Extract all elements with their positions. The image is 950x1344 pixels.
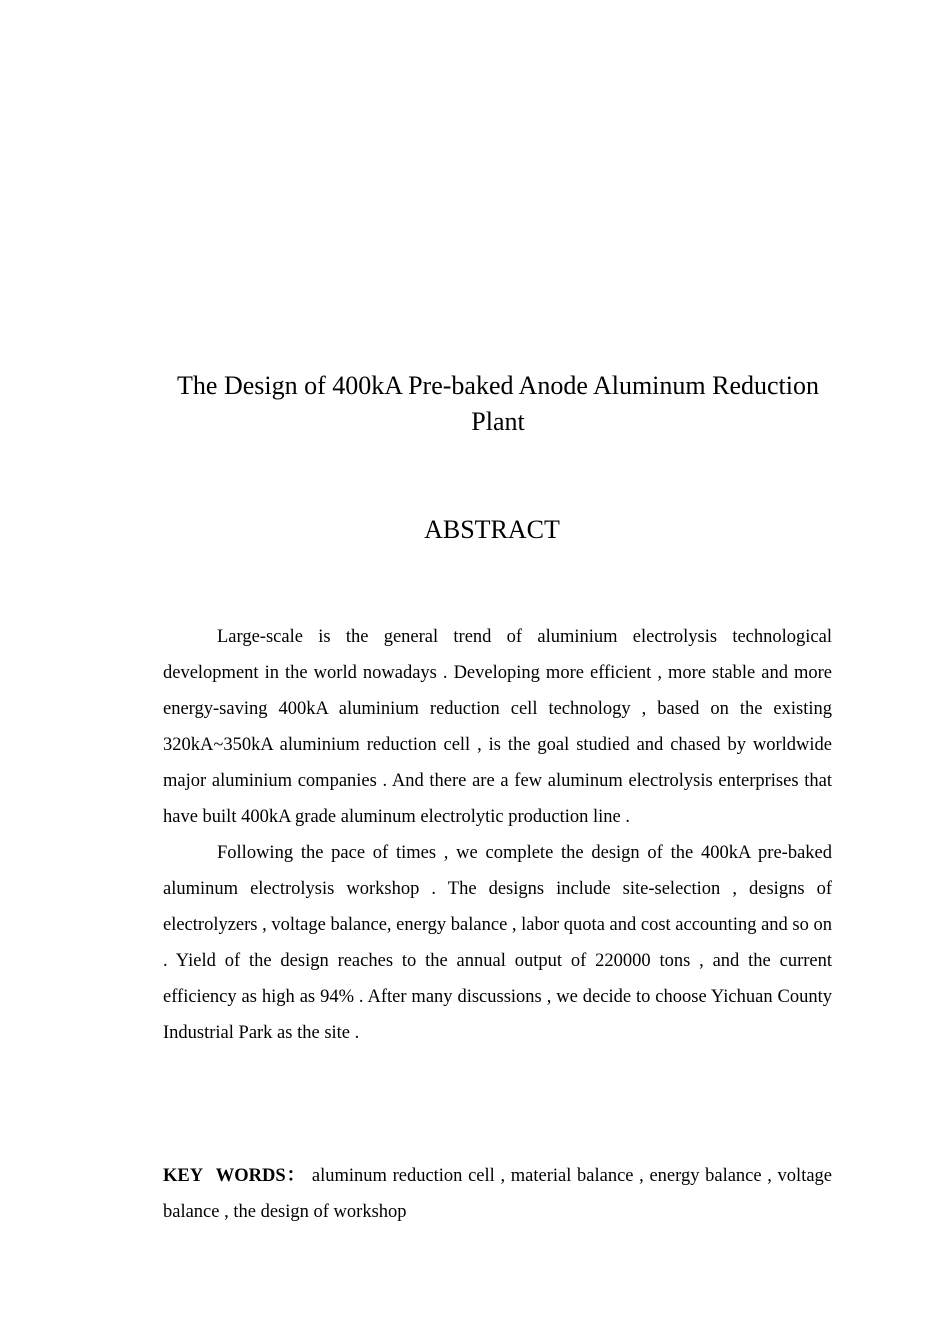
- abstract-paragraph-2: Following the pace of times , we complete the design of the 400kA pre-baked aluminum electrolysis workshop . The designs include site-selection , designs of electrolyzers , voltage balance, energy balance , labor quota and cost accounting and so on . Yield of the design reaches to the annual output of 220000 tons , and the current efficiency as high as 94% . After many discussions , we decide to choose Yichuan County Industrial Park as the site .: [163, 843, 832, 1043]
- document-title: The Design of 400kA Pre-baked Anode Aluminum Reduction Plant: [177, 371, 819, 436]
- abstract-heading: ABSTRACT: [424, 515, 560, 544]
- keywords-label: KEY WORDS：: [163, 1166, 307, 1186]
- keywords-line: [163, 1158, 832, 1230]
- keywords-text: aluminum reduction cell , material balance , energy balance , voltage balance , the design of workshop: [163, 1166, 833, 1222]
- abstract-paragraph-1: Large-scale is the general trend of aluminium electrolysis technological development in the world nowadays . Developing more efficient , more stable and more energy-saving 400kA aluminium reduction cell technology , based on the existing 320kA~350kA aluminium reduction cell , is the goal studied and chased by worldwide major aluminium companies . And there are a few aluminum electrolysis enterprises that have built 400kA grade aluminum electrolytic production line .: [163, 627, 832, 827]
- abstract-body: [163, 619, 832, 1051]
